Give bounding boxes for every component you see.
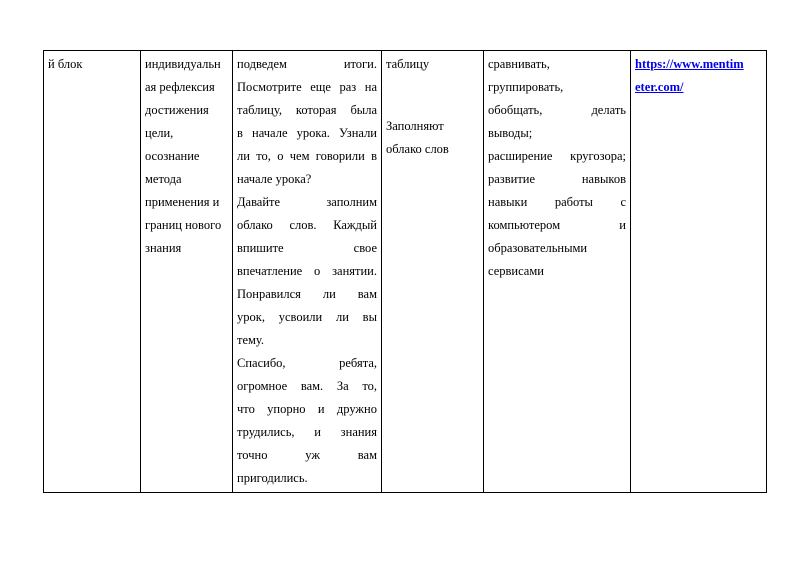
cell-skills (484, 51, 631, 493)
goal-line: ая рефлексия (145, 80, 215, 94)
goal-line: знания (145, 241, 182, 255)
skills-line: расширение кругозора; (488, 149, 626, 163)
cell-goal (141, 51, 233, 493)
teacher-line: пригодились. (237, 471, 308, 485)
skills-line: выводы; (488, 126, 533, 140)
teacher-line: ли то, о чем говорили в (237, 149, 377, 163)
student-line: облако слов (386, 142, 449, 156)
goal-line: применения и (145, 195, 220, 209)
skills-line: сравнивать, (488, 57, 550, 71)
teacher-line: впишите свое (237, 241, 377, 255)
mentimeter-link[interactable]: https://www.mentim (635, 57, 744, 71)
mentimeter-link[interactable]: eter.com/ (635, 80, 684, 94)
student-line: Заполняют (386, 119, 444, 133)
teacher-line: Спасибо, ребята, (237, 356, 377, 370)
cell-teacher-activity (233, 51, 382, 493)
skills-line: группировать, (488, 80, 564, 94)
teacher-line: тему. (237, 333, 265, 347)
goal-line: цели, (145, 126, 174, 140)
student-line: таблицу (386, 57, 430, 71)
goal-line: осознание (145, 149, 200, 163)
skills-line: навыки работы с (488, 195, 626, 209)
skills-line: обобщать, делать (488, 103, 626, 117)
teacher-line: огромное вам. За то, (237, 379, 377, 393)
goal-line: границ нового (145, 218, 222, 232)
teacher-line: точно уж вам (237, 448, 377, 462)
skills-line: образовательными (488, 241, 588, 255)
teacher-line: трудились, и знания (237, 425, 377, 439)
teacher-line: таблицу, которая была (237, 103, 377, 117)
cell-student-activity (382, 51, 484, 493)
lesson-plan-table (43, 50, 767, 493)
table-row (44, 51, 767, 493)
teacher-line: в начале урока. Узнали (237, 126, 377, 140)
skills-line: сервисами (488, 264, 544, 278)
teacher-line: Давайте заполним (237, 195, 377, 209)
teacher-line: урок, усвоили ли вы (237, 310, 377, 324)
cell-resources (631, 51, 767, 493)
skills-line: компьютером и (488, 218, 626, 232)
skills-line: развитие навыков (488, 172, 626, 186)
goal-line: достижения (145, 103, 209, 117)
teacher-line: впечатление о занятии. (237, 264, 377, 278)
cell-stage (44, 51, 141, 493)
teacher-line: подведем итоги. (237, 57, 377, 71)
teacher-line: что упорно и дружно (237, 402, 377, 416)
teacher-line: Посмотрите еще раз на (237, 80, 377, 94)
teacher-line: облако слов. Каждый (237, 218, 377, 232)
spacer (386, 76, 479, 115)
teacher-line: начале урока? (237, 172, 312, 186)
goal-line: индивидуальн (145, 57, 221, 71)
stage-text: й блок (48, 57, 83, 71)
teacher-line: Понравился ли вам (237, 287, 377, 301)
goal-line: метода (145, 172, 182, 186)
